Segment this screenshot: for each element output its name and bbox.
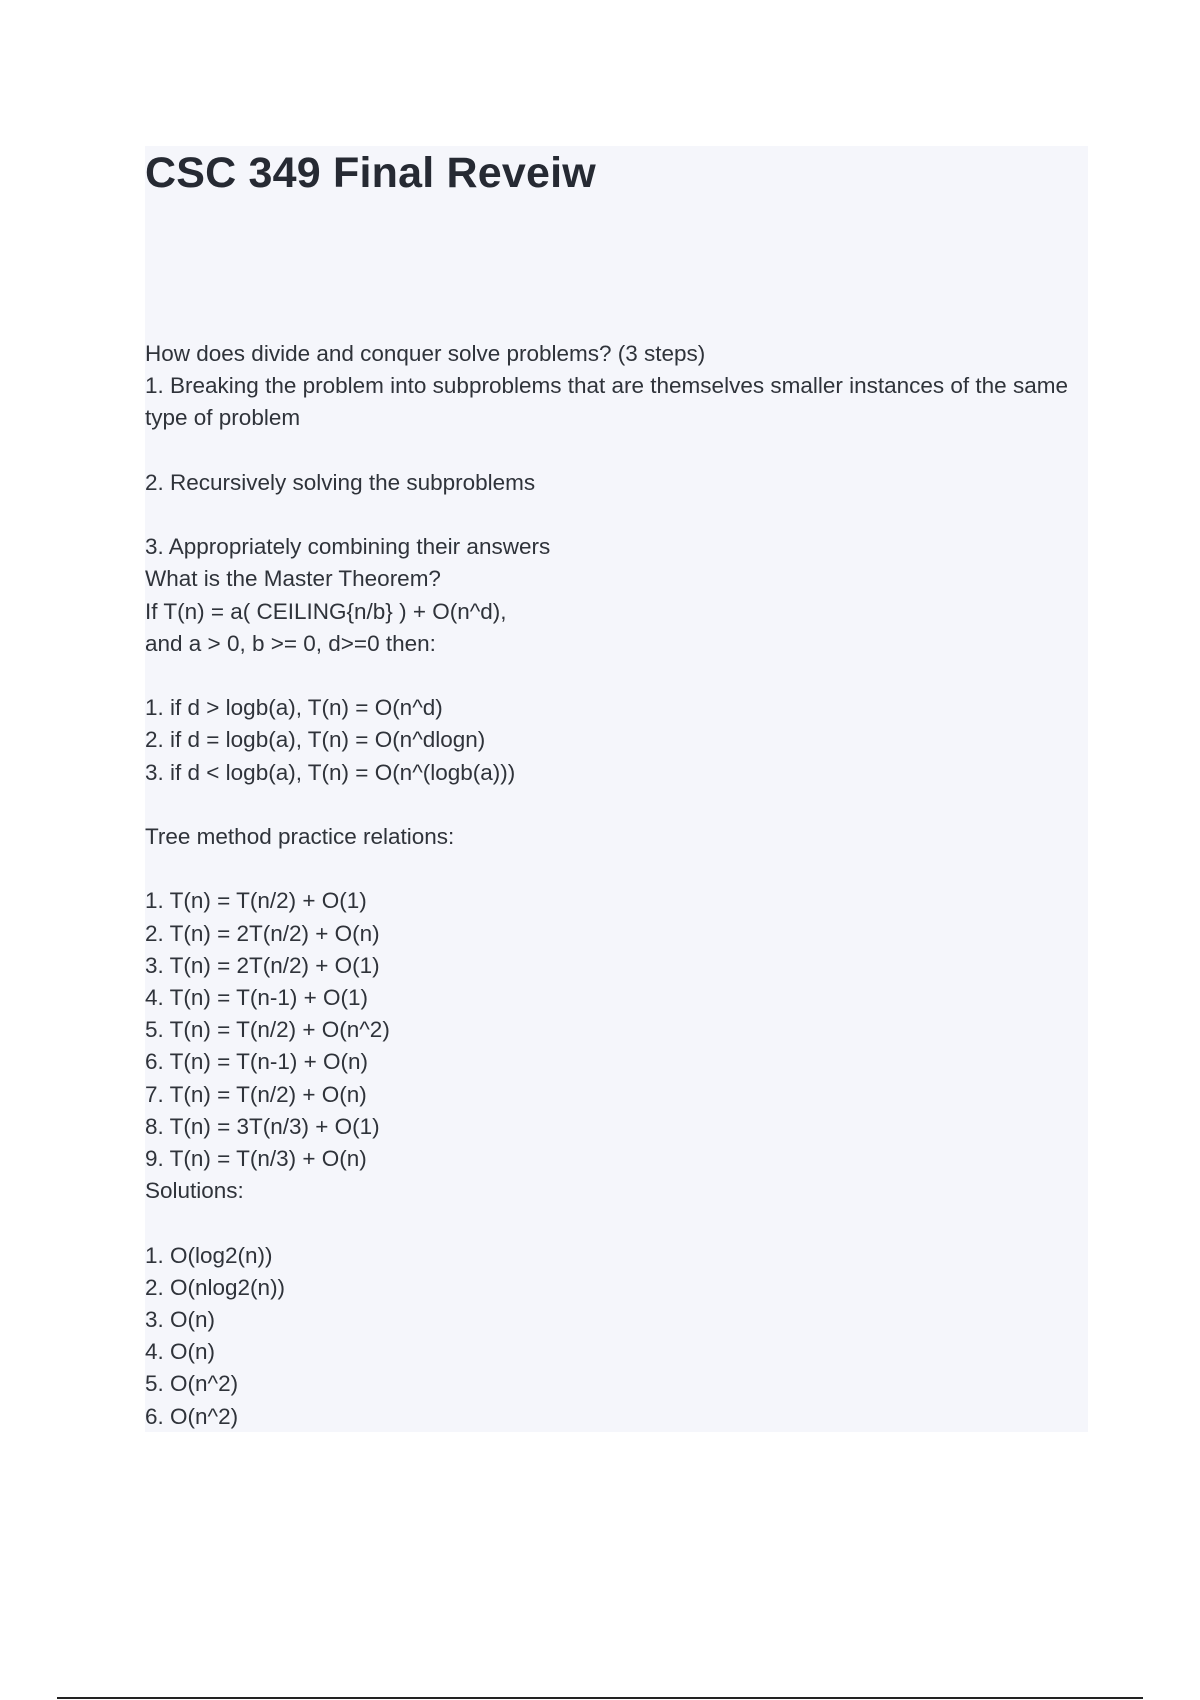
solution-item: 3. O(n) <box>145 1307 216 1332</box>
solution-item: 1. O(log2(n)) <box>145 1242 273 1268</box>
divide-conquer-step-2: 2. Recursively solving the subproblems <box>145 469 536 495</box>
divide-conquer-question: How does divide and conquer solve problems? (3 steps) <box>145 341 706 366</box>
blank-line <box>145 660 1085 692</box>
blank-line <box>145 1207 1085 1239</box>
relation-item: 4. T(n) = T(n-1) + O(1) <box>145 984 368 1010</box>
relation-item: 8. T(n) = 3T(n/3) + O(1) <box>145 1113 380 1139</box>
master-theorem-line-2: and a > 0, b >= 0, d>=0 then: <box>145 630 436 656</box>
master-theorem-case-2: 2. if d = logb(a), T(n) = O(n^dlogn) <box>145 727 486 753</box>
solution-item: 2. O(nlog2(n)) <box>145 1274 286 1300</box>
footer-divider <box>57 1697 1143 1699</box>
relation-item: 7. T(n) = T(n/2) + O(n) <box>145 1081 367 1107</box>
master-theorem-case-1: 1. if d > logb(a), T(n) = O(n^d) <box>145 695 443 721</box>
tree-method-heading: Tree method practice relations: <box>145 823 455 849</box>
blank-line <box>145 789 1085 821</box>
master-theorem-question: What is the Master Theorem? <box>145 566 441 592</box>
relation-item: 9. T(n) = T(n/3) + O(n) <box>145 1146 367 1171</box>
solution-item: 5. O(n^2) <box>145 1371 239 1397</box>
relation-item: 1. T(n) = T(n/2) + O(1) <box>145 888 367 914</box>
divide-conquer-step-3: 3. Appropriately combining their answers <box>145 534 551 560</box>
relation-item: 6. T(n) = T(n-1) + O(n) <box>145 1049 368 1075</box>
relation-item: 5. T(n) = T(n/2) + O(n^2) <box>145 1017 390 1043</box>
blank-line <box>145 499 1085 531</box>
document-title: CSC 349 Final Reveiw <box>145 149 596 197</box>
relation-item: 2. T(n) = 2T(n/2) + O(n) <box>145 920 380 946</box>
relation-item: 3. T(n) = 2T(n/2) + O(1) <box>145 952 380 978</box>
divide-conquer-step-1: 1. Breaking the problem into subproblems that are themselves smaller instances of the same type of problem <box>145 373 1068 431</box>
master-theorem-case-3: 3. if d < logb(a), T(n) = O(n^(logb(a))) <box>145 759 516 785</box>
blank-line <box>145 435 1085 467</box>
solutions-heading: Solutions: <box>145 1178 244 1204</box>
solution-item: 6. O(n^2) <box>145 1403 239 1429</box>
blank-line <box>145 853 1085 885</box>
solution-item: 4. O(n) <box>145 1339 216 1365</box>
master-theorem-line-1: If T(n) = a( CEILING{n/b} ) + O(n^d), <box>145 598 507 624</box>
document-body <box>145 338 1085 1433</box>
